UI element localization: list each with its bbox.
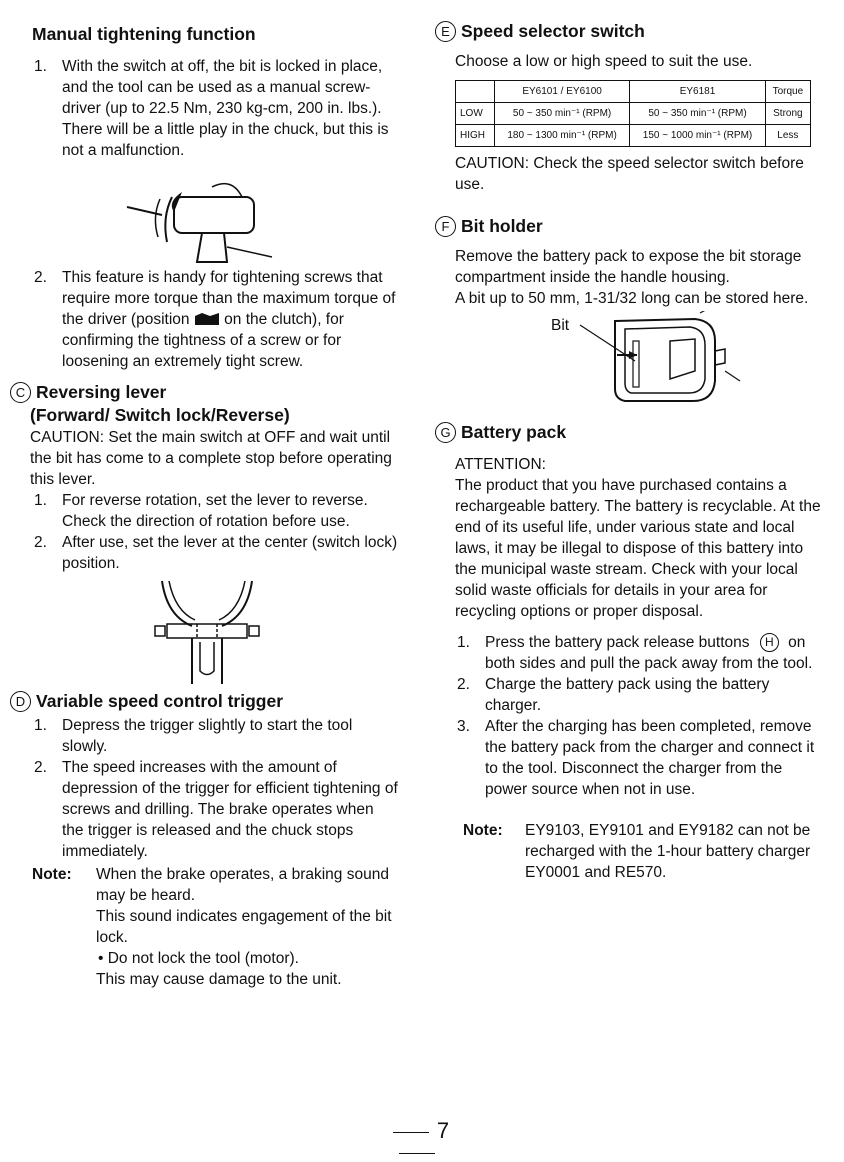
trigger-item-1-number: 1.	[34, 717, 47, 734]
footer-dash-left	[393, 1132, 429, 1133]
speed-table-header-cell: EY6181	[630, 81, 765, 103]
bit-holder-heading	[435, 215, 825, 238]
speed-selector-title: Speed selector switch	[461, 21, 645, 41]
battery-item-3-number: 3.	[457, 718, 470, 735]
speed-table-row	[456, 125, 811, 147]
manual-item-2-after: on the clutch), for confirming the tightness of a screw or for loosening an extremely tight screw.	[62, 311, 344, 370]
clutch-lock-icon	[194, 312, 220, 326]
label-f-icon: F	[435, 216, 456, 237]
footer-dash-right	[399, 1153, 435, 1154]
label-h-icon: H	[760, 633, 779, 652]
speed-table-cell: 150 ~ 1000 min⁻¹ (RPM)	[630, 125, 765, 147]
speed-caution: CAUTION: Check the speed selector switch before use.	[455, 155, 804, 193]
manual-item-1-number: 1.	[34, 58, 47, 75]
trigger-note-text-2: This sound indicates engagement of the bit lock.	[96, 908, 392, 946]
reversing-item-1	[32, 490, 398, 532]
battery-pack-heading	[435, 421, 825, 444]
battery-note-label: Note:	[463, 822, 503, 839]
trigger-item-2-number: 2.	[34, 759, 47, 776]
manual-item-2-text	[62, 267, 398, 372]
speed-selector-heading	[435, 20, 825, 43]
battery-item-1	[455, 632, 825, 674]
manual-screwdriver-illustration	[112, 167, 292, 267]
trigger-note	[32, 864, 398, 990]
bit-holder-title: Bit holder	[461, 216, 543, 236]
speed-table	[455, 80, 811, 147]
manual-item-2-before: This feature is handy for tightening screws that require more torque than the maximum torque of the driver (position	[62, 269, 396, 328]
trigger-title: Variable speed control trigger	[36, 691, 284, 711]
speed-table-header-cell: Torque	[765, 81, 810, 103]
speed-table-header-cell: EY6101 / EY6100	[494, 81, 629, 103]
trigger-item-1-text: Depress the trigger slightly to start the tool slowly.	[62, 717, 353, 755]
speed-table-cell: LOW	[456, 103, 495, 125]
battery-item-3	[455, 716, 825, 800]
trigger-note-text-4: This may cause damage to the unit.	[96, 971, 342, 988]
label-c-icon: C	[10, 382, 31, 403]
speed-table-cell: 50 ~ 350 min⁻¹ (RPM)	[494, 103, 629, 125]
bit-holder-text-2: A bit up to 50 mm, 1-31/32 long can be stored here.	[455, 290, 809, 307]
reversing-item-2	[32, 532, 398, 574]
bit-holder-illustration	[575, 311, 775, 411]
battery-attention-text: The product that you have purchased contains a rechargeable battery. The battery is recyclable. At the end of its useful life, under various state and local laws, it may be illegal to dispose of this battery into the municipal waste stream. Check with your local solid waste officials for details in your area for recycling options or proper disposal.	[455, 477, 821, 620]
left-column	[15, 0, 398, 990]
battery-pack-title: Battery pack	[461, 422, 567, 442]
reversing-item-1-text: For reverse rotation, set the lever to reverse.	[62, 492, 368, 509]
battery-attention-label: ATTENTION:	[455, 456, 546, 473]
speed-table-cell: Less	[765, 125, 810, 147]
reversing-lever-subtitle: (Forward/ Switch lock/Reverse)	[30, 405, 290, 425]
bit-label: Bit	[551, 317, 570, 334]
manual-tightening-heading: Manual tightening function	[32, 24, 256, 44]
manual-item-2	[32, 267, 398, 372]
speed-table-header	[456, 81, 811, 103]
reversing-lever-heading	[10, 381, 398, 404]
battery-item-2-text: Charge the battery pack using the battery charger.	[485, 676, 770, 714]
battery-item-3-text: After the charging has been completed, remove the battery pack from the charger and connect it to the tool. Disconnect the charger from the power source when not in use.	[485, 718, 815, 798]
label-e-icon: E	[435, 21, 456, 42]
manual-item-1-extra: There will be a little play in the chuck, but this is not a malfunction.	[62, 121, 389, 159]
trigger-note-label: Note:	[32, 866, 72, 883]
label-d-icon: D	[10, 691, 31, 712]
battery-note-text: EY9103, EY9101 and EY9182 can not be recharged with the 1-hour battery charger EY0001 and RE570.	[525, 822, 811, 881]
speed-intro: Choose a low or high speed to suit the use.	[455, 53, 753, 70]
speed-table-row	[456, 103, 811, 125]
bit-holder-text-1: Remove the battery pack to expose the bit storage compartment inside the handle housing.	[455, 248, 802, 286]
battery-note	[455, 820, 825, 883]
right-column	[440, 0, 825, 883]
trigger-note-text-3: • Do not lock the tool (motor).	[98, 950, 299, 967]
battery-item-1-text	[485, 632, 825, 674]
bit-holder-figure	[455, 311, 825, 411]
trigger-heading	[10, 690, 398, 713]
battery-item-1-number: 1.	[457, 634, 470, 651]
page-number: 7	[436, 1118, 450, 1143]
label-g-icon: G	[435, 422, 456, 443]
trigger-note-text-1: When the brake operates, a braking sound may be heard.	[96, 866, 389, 904]
battery-item-1-before: Press the battery pack release buttons	[485, 634, 750, 651]
battery-item-1-after: on both sides and pull the pack away from the tool.	[485, 634, 813, 672]
trigger-item-2	[32, 757, 398, 862]
speed-table-cell: 180 ~ 1300 min⁻¹ (RPM)	[494, 125, 629, 147]
manual-item-1-text: With the switch at off, the bit is locked in place, and the tool can be used as a manual screw-driver (up to 22.5 Nm, 230 kg-cm, 200 in. lbs.).	[62, 58, 383, 117]
reversing-item-2-number: 2.	[34, 534, 47, 551]
trigger-item-1	[32, 715, 398, 757]
speed-table-cell: HIGH	[456, 125, 495, 147]
speed-table-header-cell	[456, 81, 495, 103]
battery-item-2	[455, 674, 825, 716]
reversing-item-2-text: After use, set the lever at the center (switch lock) position.	[62, 534, 398, 572]
reversing-lever-illustration	[147, 576, 267, 686]
speed-table-cell: 50 ~ 350 min⁻¹ (RPM)	[630, 103, 765, 125]
reversing-item-1-number: 1.	[34, 492, 47, 509]
reversing-item-1-extra: Check the direction of rotation before use.	[62, 513, 350, 530]
manual-item-2-number: 2.	[34, 269, 47, 286]
trigger-item-2-text: The speed increases with the amount of depression of the trigger for efficient tightening of screws and drilling. The brake operates when the trigger is released and the chuck stops immediately.	[62, 759, 398, 860]
speed-table-cell: Strong	[765, 103, 810, 125]
reversing-caution: CAUTION: Set the main switch at OFF and wait until the bit has come to a complete stop before operating this lever.	[30, 429, 392, 488]
reversing-lever-title: Reversing lever	[36, 382, 167, 402]
manual-item-1	[32, 56, 398, 161]
battery-item-2-number: 2.	[457, 676, 470, 693]
